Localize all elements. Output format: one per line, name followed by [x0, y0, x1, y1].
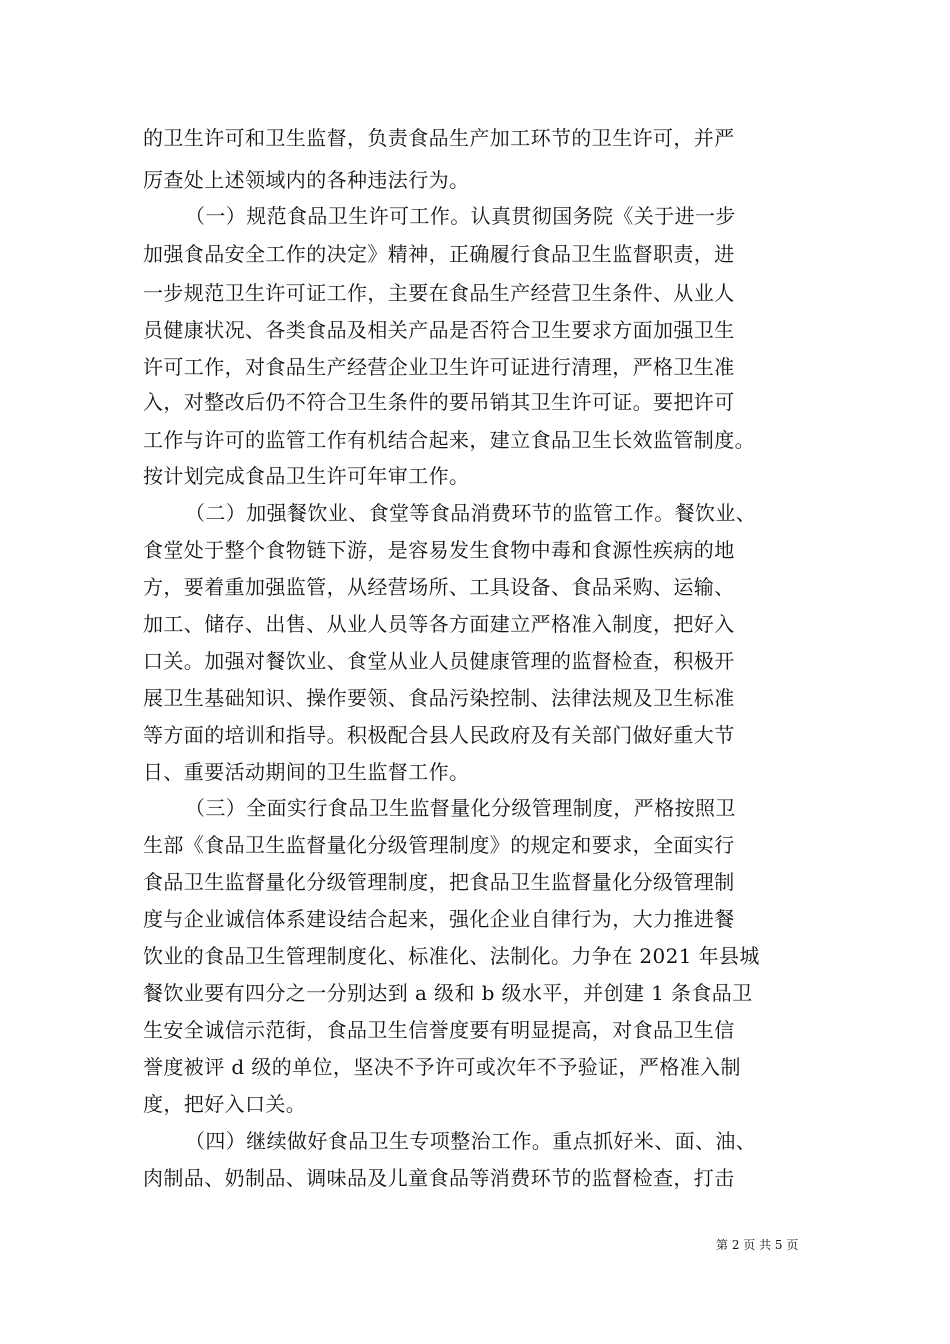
- text-line: 度与企业诚信体系建设结合起来，强化企业自律行为，大力推进餐: [143, 907, 735, 931]
- text-line: 许可工作，对食品生产经营企业卫生许可证进行清理，严格卫生准: [143, 355, 735, 379]
- text-line: 加强食品安全工作的决定》精神，正确履行食品卫生监督职责，进: [143, 242, 735, 266]
- text-line: 饮业的食品卫生管理制度化、标准化、法制化。力争在 2021 年县城: [143, 944, 760, 968]
- paragraph-start-line: （二）加强餐饮业、食堂等食品消费环节的监管工作。餐饮业、: [185, 501, 757, 525]
- text-line: 员健康状况、各类食品及相关产品是否符合卫生要求方面加强卫生: [143, 318, 735, 342]
- text-line: 的卫生许可和卫生监督，负责食品生产加工环节的卫生许可，并严: [143, 126, 735, 150]
- text-line: 肉制品、奶制品、调味品及儿童食品等消费环节的监督检查，打击: [143, 1166, 735, 1190]
- paragraph-start-line: （一）规范食品卫生许可工作。认真贯彻国务院《关于进一步: [185, 204, 736, 228]
- text-line: 誉度被评 d 级的单位，坚决不予许可或次年不予验证，严格准入制: [143, 1055, 741, 1079]
- text-line: 食堂处于整个食物链下游，是容易发生食物中毒和食源性疾病的地: [143, 538, 735, 562]
- text-line: 按计划完成食品卫生许可年审工作。: [143, 464, 470, 488]
- text-line: 生安全诚信示范街，食品卫生信誉度要有明显提高，对食品卫生信: [143, 1018, 735, 1042]
- text-line: 一步规范卫生许可证工作，主要在食品生产经营卫生条件、从业人: [143, 281, 735, 305]
- text-line: 入，对整改后仍不符合卫生条件的要吊销其卫生许可证。要把许可: [143, 390, 735, 414]
- text-line: 厉查处上述领域内的各种违法行为。: [143, 168, 470, 192]
- text-line: 度，把好入口关。: [143, 1092, 307, 1116]
- paragraph-start-line: （三）全面实行食品卫生监督量化分级管理制度，严格按照卫: [185, 796, 736, 820]
- text-line: 日、重要活动期间的卫生监督工作。: [143, 760, 470, 784]
- text-line: 展卫生基础知识、操作要领、食品污染控制、法律法规及卫生标准: [143, 686, 735, 710]
- page-number-footer: 第 2 页 共 5 页: [716, 1238, 799, 1252]
- text-line: 餐饮业要有四分之一分别达到 a 级和 b 级水平，并创建 1 条食品卫: [143, 981, 753, 1005]
- text-line: 等方面的培训和指导。积极配合县人民政府及有关部门做好重大节: [143, 723, 735, 747]
- text-line: 食品卫生监督量化分级管理制度，把食品卫生监督量化分级管理制: [143, 870, 735, 894]
- text-line: 方，要着重加强监管，从经营场所、工具设备、食品采购、运输、: [143, 575, 735, 599]
- text-line: 口关。加强对餐饮业、食堂从业人员健康管理的监督检查，积极开: [143, 649, 735, 673]
- text-line: 生部《食品卫生监督量化分级管理制度》的规定和要求，全面实行: [143, 833, 735, 857]
- paragraph-start-line: （四）继续做好食品卫生专项整治工作。重点抓好米、面、油、: [185, 1129, 757, 1153]
- text-line: 工作与许可的监管工作有机结合起来，建立食品卫生长效监管制度。: [143, 428, 755, 452]
- text-line: 加工、储存、出售、从业人员等各方面建立严格准入制度，把好入: [143, 612, 735, 636]
